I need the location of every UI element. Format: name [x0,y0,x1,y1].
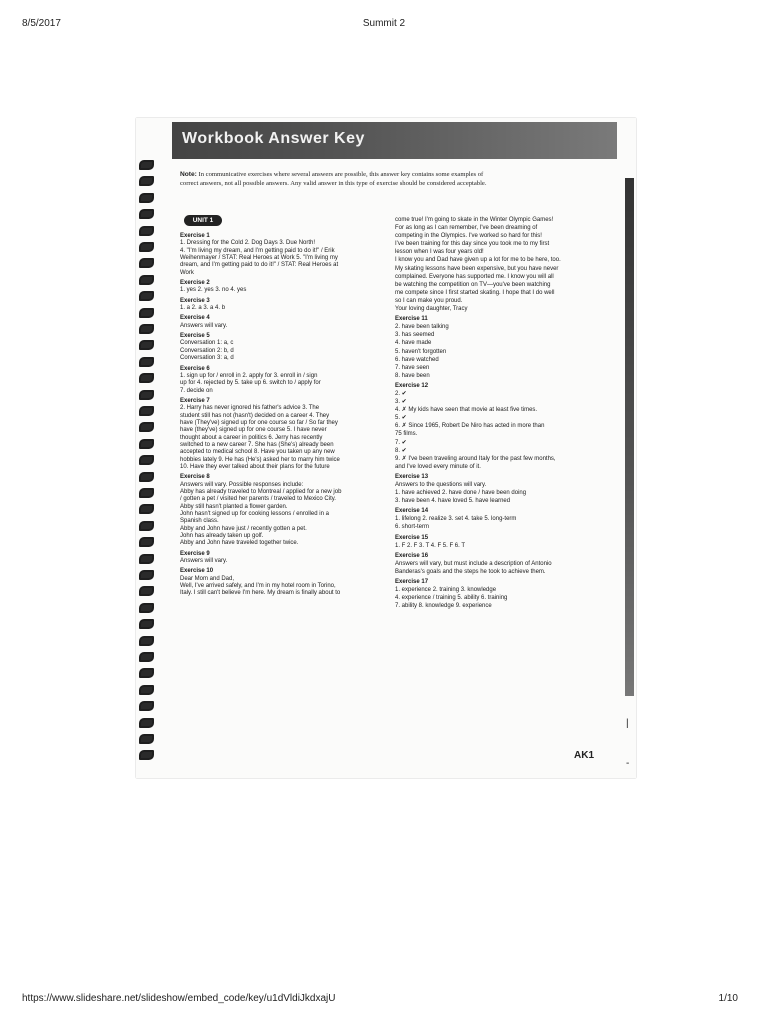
answer-line: Conversation 2: b, d [180,347,234,354]
answer-line: Abby and John have traveled together twice. [180,540,299,547]
answer-line: 6. ✗ Since 1965, Robert De Niro has acted in more than [395,423,545,430]
answer-line: so I can make you proud. [395,297,463,304]
answer-line: / gotten a pet / visited her parents / traveled to Mexico City. [180,496,336,503]
spiral-ring [139,340,154,350]
answer-line: switched to a new career 7. She has (She's) already been [180,441,334,448]
answer-line: Answers will vary. [180,558,228,565]
title-banner [172,122,617,159]
spiral-ring [139,324,154,334]
spiral-ring [139,554,154,564]
answer-line: Conversation 1: a, c [180,340,234,347]
answer-line: Answers will vary. Possible responses include: [180,481,304,488]
page-edge-bar [625,178,634,696]
answer-line: 2. ✔ [395,390,407,397]
answer-line: 1. lifelong 2. realize 3. set 4. take 5. long-term [395,516,517,523]
answer-line: 75 films. [395,431,418,438]
spiral-ring [139,373,154,383]
answer-line: come true! I'm going to skate in the Winter Olympic Games! [395,217,554,223]
answer-line: 6. have watched [395,356,439,363]
scanned-page [136,118,636,778]
answer-line: 7. have seen [395,364,430,371]
exercise-heading: Exercise 4 [180,315,210,322]
page-label: AK1 [574,750,595,761]
spiral-ring [139,226,154,236]
exercise-heading: Exercise 5 [180,333,210,340]
answer-line: 1. Dressing for the Cold 2. Dog Days 3. Due North! [180,240,316,247]
spiral-ring [139,275,154,285]
spiral-ring [139,455,154,465]
answer-line: and I've loved every minute of it. [395,463,481,470]
spiral-ring [139,193,154,203]
answer-line: hobbies lately 9. He has (He's) asked her to marry him twice [180,456,340,463]
answer-line: have (they've) signed up for one course 5. I have never [180,427,327,434]
answer-line: 1. yes 2. yes 3. no 4. yes [180,287,247,294]
exercise-heading: Exercise 12 [395,382,429,389]
answer-line: Dear Mom and Dad, [180,575,235,582]
answer-line: 8. have been [395,372,430,379]
answer-line: 7. ability 8. knowledge 9. experience [395,603,492,610]
answer-line: competing in the Olympics. I've worked so hard for this! [395,233,542,240]
answer-line: My skating lessons have been expensive, but you have never [395,265,559,272]
answer-line: 2. Harry has never ignored his father's advice 3. The [180,405,320,412]
answer-line: dream, and I'm getting paid to do it!" / STAT: Real Heroes at [180,262,339,269]
spiral-ring [139,488,154,498]
spiral-ring [139,521,154,531]
spiral-ring [139,291,154,301]
answer-line: 10. Have they ever talked about their plans for the future [180,463,330,470]
exercise-heading: Exercise 13 [395,473,429,480]
spiral-ring [139,603,154,613]
spiral-ring [139,258,154,268]
answer-line: 5. ✔ [395,415,407,422]
exercise-heading: Exercise 3 [180,297,210,304]
answer-line: John has already taken up golf. [180,533,264,540]
answer-line: Abby has already traveled to Montreal / applied for a new job [180,489,342,495]
answer-line: Answers to the questions will vary. [395,482,487,488]
exercise-heading: Exercise 6 [180,365,210,372]
answer-line: 8. ✔ [395,447,407,454]
spiral-ring [139,652,154,662]
answer-line: 1. have achieved 2. have done / have been doing [395,490,527,497]
answer-line: 7. decide on [180,387,213,394]
answer-line: Weihenmayer / STAT: Real Heroes at Work 5. "I'm living my [180,255,338,262]
answer-line: 5. haven't forgotten [395,348,447,355]
spiral-ring [139,160,154,170]
answer-line: up for 4. rejected by 5. take up 6. switch to / apply for [180,380,321,387]
answer-line: 7. ✔ [395,439,407,446]
answer-line: 1. F 2. F 3. T 4. F 5. F 6. T [395,542,466,549]
answer-line: Conversation 3: a, d [180,355,234,362]
spiral-ring [139,422,154,432]
note-label: Note: [180,171,197,178]
answer-line: 2. have been talking [395,324,449,331]
exercise-heading: Exercise 11 [395,316,428,323]
answer-line: student still has not (hasn't) decided on a career 4. They [180,412,330,419]
left-answer-column [180,230,376,598]
answer-line: thought about a career in politics 6. Jerry has recently [180,434,323,441]
exercise-heading: Exercise 17 [395,579,429,586]
answer-line: Answers will vary, but must include a description of Antonio [395,560,552,567]
spiral-ring [139,685,154,695]
answer-line: 3. ✔ [395,399,407,406]
spiral-ring [139,586,154,596]
right-answer-column [395,216,595,610]
answer-line: 4. "I'm living my dream, and I'm getting paid to do it!" / Erik [180,247,335,254]
answer-line: I know you and Dad have given up a lot for me to be here, too. [395,257,561,264]
answer-line: Spanish class. [180,518,219,525]
spiral-ring [139,357,154,367]
spiral-ring [139,636,154,646]
answer-line: Banderas's goals and the steps he took to achieve them. [395,568,546,575]
spiral-ring [139,439,154,449]
exercise-heading: Exercise 1 [180,233,210,239]
spiral-ring [139,472,154,482]
answer-line: complained. Everyone has supported me. I know you will all [395,273,554,280]
answer-line: Your loving daughter, Tracy [395,306,468,313]
exercise-heading: Exercise 7 [180,397,210,404]
answer-line: 3. have been 4. have loved 5. have learned [395,498,511,505]
spiral-ring [139,570,154,580]
answer-line: Answers will vary. [180,322,228,329]
answer-line: have (They've) signed up for one course so far / So far they [180,419,338,426]
spiral-ring [139,668,154,678]
answer-line: 4. ✗ My kids have seen that movie at least five times. [395,407,538,414]
answer-line: John hasn't signed up for cooking lessons / enrolled in a [180,511,329,518]
answer-line: Abby and John have just / recently gotten a pet. [180,525,307,532]
note-text: In communicative exercises where several answers are possible, this answer key contains some examples of correct answers, not all possible answers. Any valid answer in this type of exercise should be considered acceptable. [180,171,487,187]
exercise-heading: Exercise 16 [395,552,429,559]
answer-line: 1. experience 2. training 3. knowledge [395,587,497,594]
answer-line: Italy. I still can't believe I'm here. My dream is finally about to [180,590,341,597]
note-paragraph [180,170,490,188]
spiral-ring [139,390,154,400]
answer-line: 6. short-term [395,524,430,531]
margin-mark: - [626,758,630,769]
document-title: Summit 2 [362,18,406,29]
answer-line: 4. experience / training 5. ability 6. training [395,595,508,602]
spiral-ring [139,504,154,514]
spiral-binding [136,160,156,770]
spiral-ring [139,734,154,744]
spiral-ring [139,308,154,318]
exercise-heading: Exercise 15 [395,534,429,541]
answer-line: 1. a 2. a 3. a 4. b [180,305,226,312]
page-number: 1/10 [718,993,738,1004]
exercise-heading: Exercise 8 [180,474,210,481]
spiral-ring [139,619,154,629]
answer-line: Work [180,269,194,276]
spiral-ring [139,750,154,760]
spiral-ring [139,406,154,416]
spiral-ring [139,537,154,547]
source-url[interactable]: https://www.slideshare.net/slideshow/embed_code/key/u1dVldiJkdxajU [22,993,336,1004]
spiral-ring [139,176,154,186]
answer-line: me compete since I first started skating. I hope that I do well [395,289,555,296]
spiral-ring [139,242,154,252]
answer-line: I've been training for this day since you took me to my first [395,241,550,248]
spiral-ring [139,209,154,219]
spiral-ring [139,701,154,711]
margin-mark: | [626,718,629,729]
answer-line: 4. have made [395,340,432,347]
answer-line: accepted to medical school 8. Have you taken up any new [180,449,335,456]
exercise-heading: Exercise 10 [180,568,214,575]
exercise-heading: Exercise 9 [180,550,210,557]
exercise-heading: Exercise 14 [395,508,429,515]
print-date: 8/5/2017 [22,18,61,29]
exercise-heading: Exercise 2 [180,280,210,287]
spiral-ring [139,718,154,728]
answer-line: 1. sign up for / enroll in 2. apply for 3. enroll in / sign [180,372,318,379]
banner-title: Workbook Answer Key [182,130,365,147]
answer-line: 9. ✗ I've been traveling around Italy for the past few months, [395,455,556,462]
answer-line: 3. has seemed [395,332,435,339]
answer-line: Abby still hasn't planted a flower garden. [180,503,288,510]
answer-line: Well, I've arrived safely, and I'm in my hotel room in Torino, [180,583,336,590]
answer-line: For as long as I can remember, I've been dreaming of [395,225,538,232]
answer-line: lesson when I was four years old! [395,249,484,256]
unit-badge: UNIT 1 [184,215,222,226]
answer-line: be watching the competition on TV—you've been watching [395,281,551,288]
